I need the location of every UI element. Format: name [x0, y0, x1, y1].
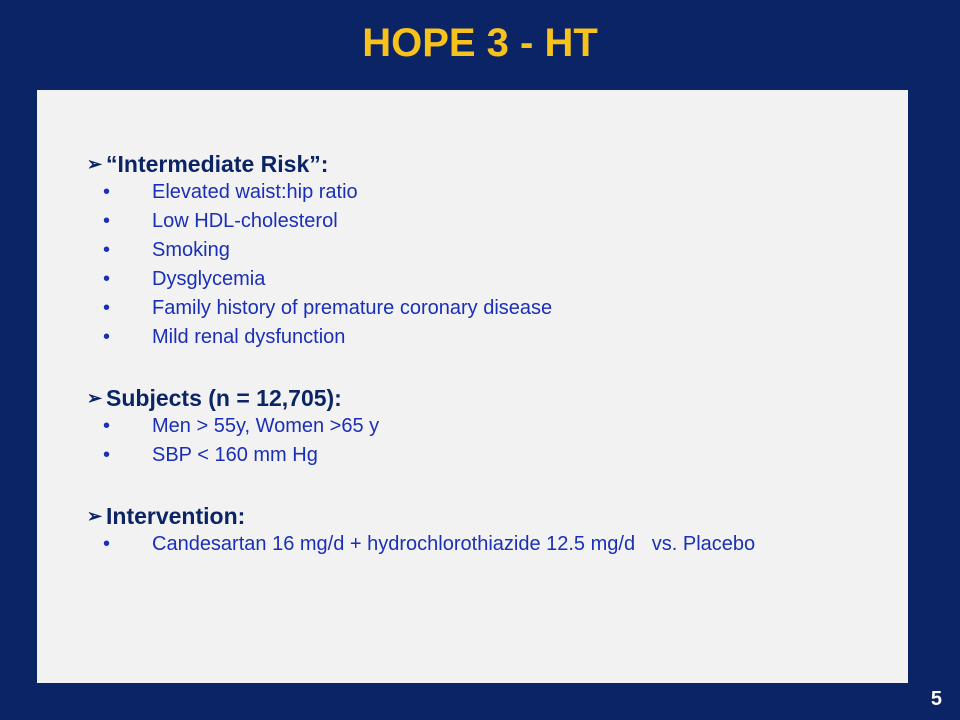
list-item-text: Candesartan 16 mg/d + hydrochlorothiazide 12.5 mg/d vs. Placebo — [152, 533, 756, 555]
bullet-dot-icon: • — [103, 181, 111, 203]
list-item — [87, 412, 379, 441]
list-item — [87, 323, 552, 352]
list-item — [87, 236, 552, 265]
bullet-list — [87, 178, 552, 352]
list-item-text: Mild renal dysfunction — [152, 326, 346, 348]
bullet-dot-icon: • — [103, 297, 111, 319]
arrow-right-icon: ➢ — [87, 506, 103, 526]
section-intermediate-risk — [87, 150, 552, 352]
page-number: 5 — [930, 688, 942, 710]
bullet-dot-icon: • — [103, 239, 111, 261]
list-item-text: Men > 55y, Women >65 y — [152, 415, 380, 437]
list-item-text: SBP < 160 mm Hg — [152, 444, 318, 466]
section-heading — [87, 384, 379, 412]
section-heading-text: Intervention: — [106, 503, 246, 529]
list-item-text: Elevated waist:hip ratio — [152, 181, 358, 203]
arrow-right-icon: ➢ — [87, 154, 103, 174]
list-item-text: Low HDL-cholesterol — [152, 210, 338, 232]
list-item — [87, 178, 552, 207]
content-panel — [37, 90, 908, 683]
bullet-list — [87, 530, 755, 559]
section-heading-text: Subjects (n = 12,705): — [106, 385, 342, 411]
section-heading — [87, 150, 552, 178]
section-heading-text: “Intermediate Risk”: — [106, 151, 329, 177]
section-intervention — [87, 502, 755, 559]
section-heading — [87, 502, 755, 530]
bullet-dot-icon: • — [103, 268, 111, 290]
bullet-list — [87, 412, 379, 470]
bullet-dot-icon: • — [103, 444, 111, 466]
list-item — [87, 530, 755, 559]
list-item-text: Dysglycemia — [152, 268, 266, 290]
list-item — [87, 207, 552, 236]
list-item-text: Smoking — [152, 239, 230, 261]
bullet-dot-icon: • — [103, 415, 111, 437]
slide-title: HOPE 3 - HT — [362, 21, 598, 65]
list-item — [87, 265, 552, 294]
bullet-dot-icon: • — [103, 210, 111, 232]
bullet-dot-icon: • — [103, 326, 111, 348]
section-subjects — [87, 384, 379, 470]
list-item-text: Family history of premature coronary disease — [152, 297, 553, 319]
list-item — [87, 294, 552, 323]
list-item — [87, 441, 379, 470]
bullet-dot-icon: • — [103, 533, 111, 555]
arrow-right-icon: ➢ — [87, 388, 103, 408]
